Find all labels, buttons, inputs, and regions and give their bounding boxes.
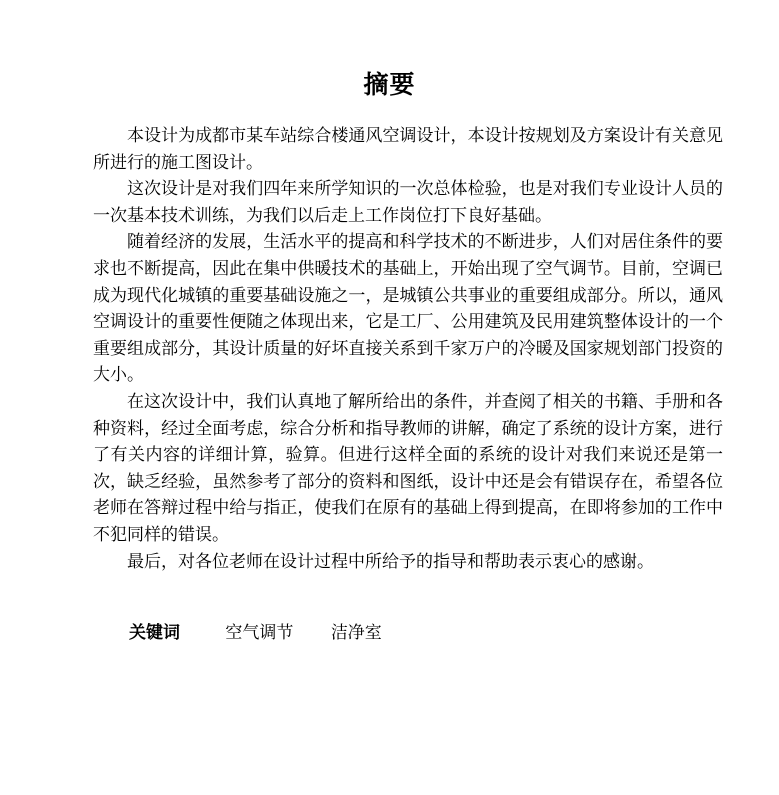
paragraph: 本设计为成都市某车站综合楼通风空调设计，本设计按规划及方案设计有关意见所进行的施工图设计。 <box>93 126 723 173</box>
keywords-label: 关键词 <box>129 623 180 643</box>
paragraph: 最后，对各位老师在设计过程中所给予的指导和帮助表示衷心的感谢。 <box>127 551 654 572</box>
paragraph: 在这次设计中，我们认真地了解所给出的条件，并查阅了相关的书籍、手册和各种资料，经过全面考虑，综合分析和指导教师的讲解，确定了系统的设计方案，进行了有关内容的详细计算，验算。但进行这样全面的系统的设计对我们来说还是第一次，缺乏经验，虽然参考了部分的资料和图纸，设计中还是会有错误存在，希望各位老师在答辩过程中给与指正，使我们在原有的基础上得到提高，在即将参加的工作中不犯同样的错误。 <box>93 391 723 545</box>
keyword-item: 空气调节 <box>225 623 294 643</box>
paragraph: 这次设计是对我们四年来所学知识的一次总体检验，也是对我们专业设计人员的一次基本技术训练，为我们以后走上工作岗位打下良好基础。 <box>93 179 723 226</box>
keyword-item: 洁净室 <box>330 623 382 643</box>
paragraph: 随着经济的发展，生活水平的提高和科学技术的不断进步，人们对居住条件的要求也不断提高，因此在集中供暖技术的基础上，开始出现了空气调节。目前，空调已成为现代化城镇的重要基础设施之一，是城镇公共事业的重要组成部分。所以，通风空调设计的重要性便随之体现出来，它是工厂、公用建筑及民用建筑整体设计的一个重要组成部分，其设计质量的好坏直接关系到千家万户的冷暖及国家规划部门投资的大小。 <box>93 232 723 386</box>
keywords-line <box>129 620 414 646</box>
abstract-title: 摘要 <box>363 70 416 99</box>
abstract-body <box>93 123 723 575</box>
